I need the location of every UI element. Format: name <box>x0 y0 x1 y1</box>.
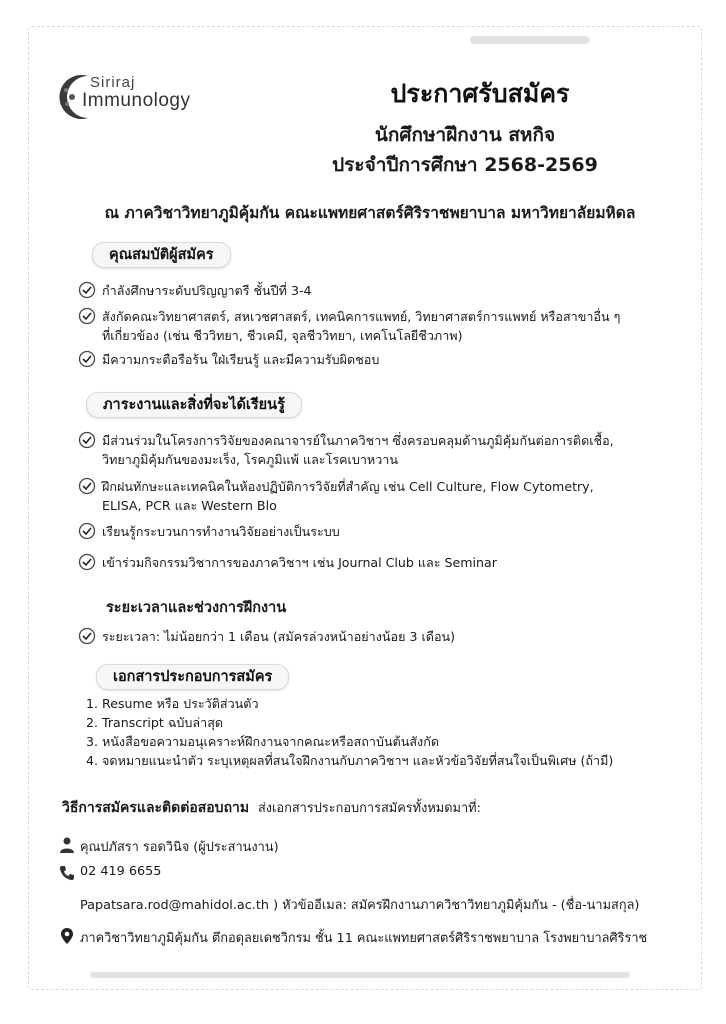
scan-smudge-top <box>470 36 590 44</box>
academic-year: ประจำปีการศึกษา 2568-2569 <box>332 154 598 176</box>
list-item: 3. หนังสือขอความอนุเคราะห์ฝึกงานจากคณะหรือสถาบันต้นสังกัด <box>86 734 440 749</box>
apply-heading: วิธีการสมัครและติดต่อสอบถาม <box>62 800 250 816</box>
page-title: ประกาศรับสมัคร <box>390 79 570 108</box>
list-item: 2. Transcript ฉบับล่าสุด <box>86 715 224 730</box>
qualifications-heading: คุณสมบัติผู้สมัคร <box>92 242 231 268</box>
announcement-page: Siriraj Immunology ประกาศรับสมัคร นักศึกษาฝึกงาน สหกิจ ประจำปีการศึกษา 2568-2569 ณ ภาควิชาวิทยาภูมิคุ้มกัน คณะแพทยศาสตร์ศิริราชพยาบาล มหาวิทยาลัยมหิดล คุณสมบัติผู้สมัคร กำลังศึกษาระดับปริญญาตรี ชั้นปีที่ 3-4 สังกัดคณะวิทยาศาสตร์, สหเวชศาสตร์, เทคนิคการแพทย์, วิทยาศาสตร์การแพทย์ หรือสาขาอื่น ๆ ที่เกี่ยวข้อง (เช่น ชีววิทยา, ชีวเคมี, จุลชีววิทยา, เทคโนโลยีชีวภาพ) มีความกระตือรือร้น ใฝ่เรียนรู้ และมีความรับผิดชอบ ภาระงานและสิ่งที่จะได้เรียนรู้ มีส่วนร่วมในโครงการวิจัยของคณาจารย์ในภาควิชาฯ ซึ่งครอบคลุมด้านภูมิคุ้มกันต่อการติดเชื้อ, วิทยาภูมิคุ้มกันของมะเร็ง, โรคภูมิแพ้ และโรคเบาหวาน ฝึกฝนทักษะและเทคนิคในห้องปฏิบัติการวิจัยที่สำคัญ เช่น Cell Culture, Flow Cytometry, ELISA, PCR และ Western Blo เรียนรู้กระบวนการทำงานวิจัยอย่างเป็นระบบ เข้าร่วมกิจกรรมวิชาการของภาควิชาฯ เช่น Journal Club และ Seminar ระยะเวลาและช่วงการฝึกงาน ระยะเวลา: ไม่น้อยกว่า 1 เดือน (สมัครล่วงหน้าอย่างน้อย 3 เดือน) เอกสารประกอบการสมัคร 1. Resume หรือ ประวัติส่วนตัว 2. Transcript ฉบับล่าสุด 3. หนังสือขอความอนุเคราะห์ฝึกงานจากคณะหรือสถาบันต้นสังกัด 4. จดหมายแนะนำตัว ระบุเหตุผลที่สนใจฝึกงานกับภาควิชาฯ และหัวข้อวิจัยที่สนใจเป็นพิเศษ (ถ้ามี) วิธีการสมัครและติดต่อสอบถาม ส่งเอกสารประกอบการสมัครทั้งหมดมาที่: คุณปภัสรา รอดวินิจ (ผู้ประสานงาน) 02 419 6655 Papatsara.rod@mahidol.ac.th ) หัวข้ออีเมล: สมัครฝึกงานภาควิชาวิทยาภูมิคุ้มกัน - (ชื่อ-นามสกุล) ภาควิชาวิทยาภูมิคุ้มกัน ตึกอดุลยเดชวิกรม ชั้น 11 คณะแพทยศาสตร์ศิริราชพยาบาล โรงพยาบาลศิริราช <box>0 0 726 1024</box>
check-circle-icon <box>78 477 96 495</box>
list-item: 1. Resume หรือ ประวัติส่วนตัว <box>86 696 259 711</box>
check-circle-icon <box>78 431 96 449</box>
logo-text-siriraj: Siriraj <box>90 74 136 91</box>
period-heading: ระยะเวลาและช่วงการฝึกงาน <box>106 600 287 616</box>
check-circle-icon <box>78 307 96 325</box>
check-circle-icon <box>78 281 96 299</box>
check-circle-icon <box>78 522 96 540</box>
check-circle-icon <box>78 350 96 368</box>
documents-list <box>86 694 613 770</box>
apply-note: ส่งเอกสารประกอบการสมัครทั้งหมดมาที่: <box>258 801 481 816</box>
phone-icon <box>58 864 76 882</box>
person-icon <box>58 836 76 854</box>
duties-heading: ภาระงานและสิ่งที่จะได้เรียนรู้ <box>86 392 302 418</box>
logo-text-immunology: Immunology <box>82 90 191 111</box>
scan-smudge-bottom <box>90 972 630 978</box>
documents-heading: เอกสารประกอบการสมัคร <box>96 664 289 690</box>
check-circle-icon <box>78 553 96 571</box>
location-pin-icon <box>58 927 76 945</box>
check-circle-icon <box>78 627 96 645</box>
department-location: ณ ภาควิชาวิทยาภูมิคุ้มกัน คณะแพทยศาสตร์ศิริราชพยาบาล มหาวิทยาลัยมหิดล <box>104 204 636 222</box>
page-subtitle: นักศึกษาฝึกงาน สหกิจ <box>374 124 556 146</box>
list-item: 4. จดหมายแนะนำตัว ระบุเหตุผลที่สนใจฝึกงานกับภาควิชาฯ และหัวข้อวิจัยที่สนใจเป็นพิเศษ (ถ้ามี) <box>86 753 614 768</box>
siriraj-immunology-logo <box>58 72 218 124</box>
